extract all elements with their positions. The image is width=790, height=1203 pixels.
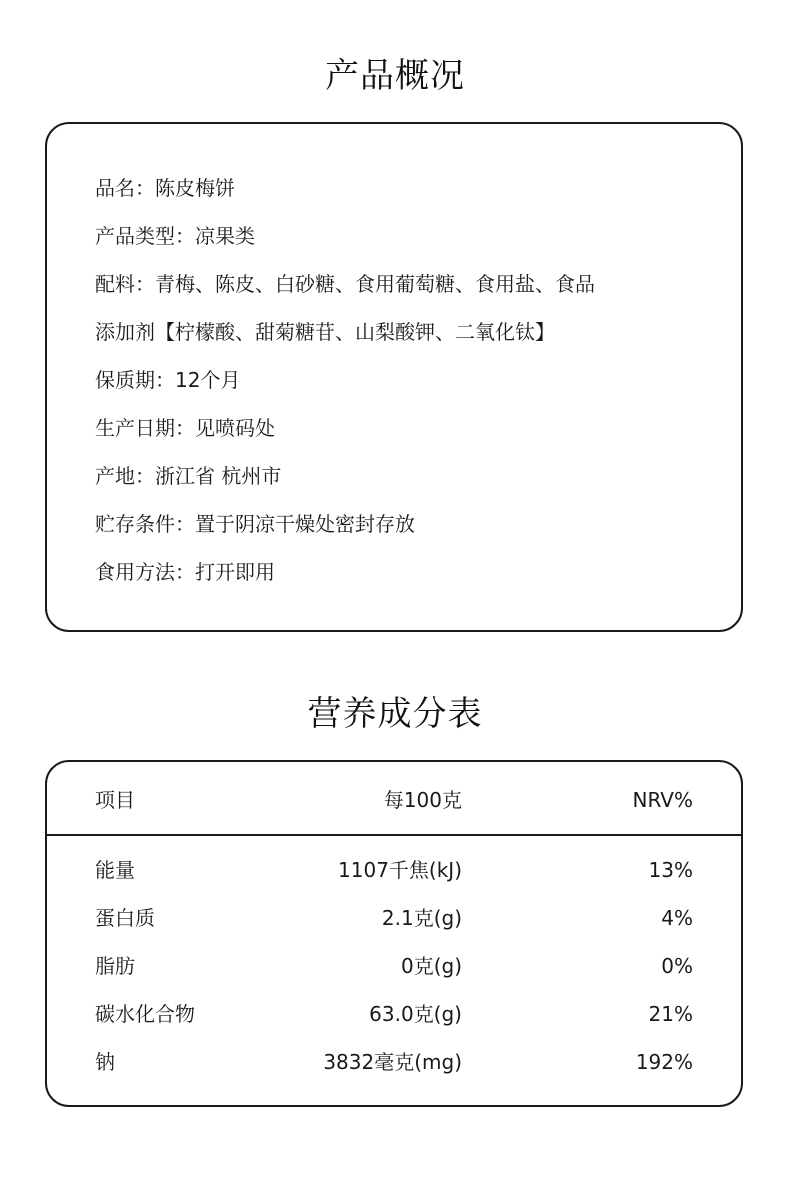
info-label: 贮存条件： <box>95 512 195 536</box>
table-row <box>47 1038 741 1086</box>
overview-info-list <box>95 164 705 596</box>
info-value: 12个月 <box>175 368 241 392</box>
table-row <box>47 846 741 894</box>
overview-panel <box>45 122 743 632</box>
info-label: 生产日期： <box>95 416 195 440</box>
nutrient-per-100g: 63.0克(g) <box>369 1002 462 1026</box>
nutrient-nrv: 4% <box>661 906 693 930</box>
info-row-ingredients-continued <box>95 308 705 356</box>
info-value: 置于阴凉干燥处密封存放 <box>195 512 415 536</box>
nutrition-table-header <box>47 762 741 836</box>
info-value: 见喷码处 <box>195 416 275 440</box>
nutrient-name: 脂肪 <box>95 954 135 978</box>
table-row <box>47 894 741 942</box>
info-row-product-name <box>95 164 705 212</box>
nutrient-per-100g: 2.1克(g) <box>381 906 462 930</box>
info-value: 陈皮梅饼 <box>155 176 235 200</box>
overview-title: 产品概况 <box>325 56 465 96</box>
nutrient-nrv: 0% <box>661 954 693 978</box>
info-row-storage <box>95 500 705 548</box>
info-value: 打开即用 <box>195 560 275 584</box>
nutrient-name: 钠 <box>95 1050 115 1074</box>
nutrient-name: 蛋白质 <box>95 906 155 930</box>
nutrient-name: 碳水化合物 <box>95 1002 195 1026</box>
info-label: 配料： <box>95 272 155 296</box>
header-item: 项目 <box>95 788 135 812</box>
info-label: 食用方法： <box>95 560 195 584</box>
nutrient-name: 能量 <box>95 858 135 882</box>
info-row-usage <box>95 548 705 596</box>
info-value: 浙江省 杭州市 <box>155 464 282 488</box>
nutrient-nrv: 21% <box>648 1002 693 1026</box>
info-value: 青梅、陈皮、白砂糖、食用葡萄糖、食用盐、食品 <box>155 272 595 296</box>
nutrition-table <box>45 760 743 1107</box>
nutrient-per-100g: 1107千焦(kJ) <box>338 858 462 882</box>
info-row-shelf-life <box>95 356 705 404</box>
nutrient-per-100g: 0克(g) <box>400 954 462 978</box>
table-row <box>47 990 741 1038</box>
info-row-origin <box>95 452 705 500</box>
info-label: 保质期： <box>95 368 175 392</box>
info-label: 品名： <box>95 176 155 200</box>
info-row-ingredients <box>95 260 705 308</box>
header-per-100g: 每100克 <box>383 788 462 812</box>
header-nrv: NRV% <box>632 788 693 812</box>
nutrient-per-100g: 3832毫克(mg) <box>323 1050 462 1074</box>
info-label: 产地： <box>95 464 155 488</box>
nutrition-title: 营养成分表 <box>307 694 483 734</box>
info-value: 凉果类 <box>195 224 255 248</box>
info-row-product-type <box>95 212 705 260</box>
table-row <box>47 942 741 990</box>
nutrient-nrv: 13% <box>648 858 693 882</box>
nutrient-nrv: 192% <box>635 1050 693 1074</box>
info-row-production-date <box>95 404 705 452</box>
info-label: 产品类型： <box>95 224 195 248</box>
info-value: 添加剂【柠檬酸、甜菊糖苷、山梨酸钾、二氧化钛】 <box>95 320 555 344</box>
